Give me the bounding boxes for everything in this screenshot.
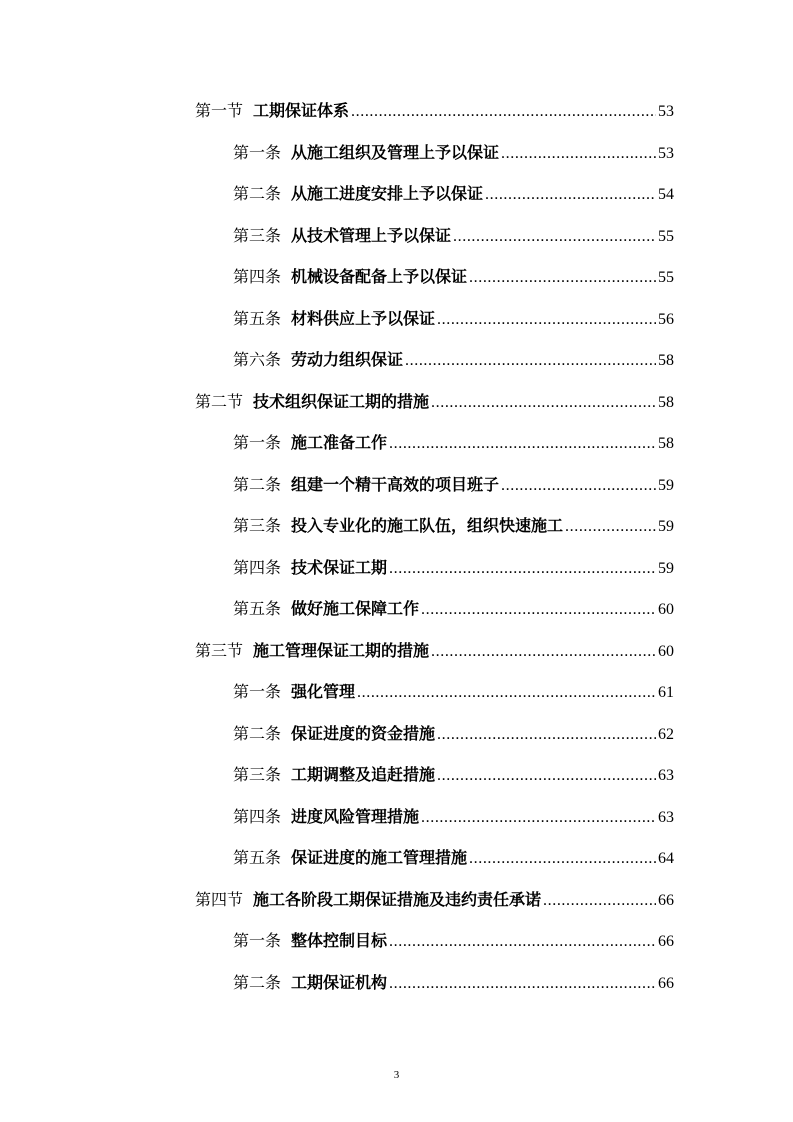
toc-entry-label: 第一条 [233, 931, 282, 951]
toc-entry-page: 63 [658, 808, 674, 826]
toc-dot-leader [437, 725, 656, 745]
toc-entry-title: 劳动力组织保证 [291, 350, 404, 370]
toc-entry-page: 59 [658, 518, 674, 536]
toc-dot-leader [389, 974, 656, 994]
toc-entry-label: 第一条 [233, 682, 282, 702]
toc-entry-page: 58 [658, 393, 674, 411]
toc-dot-leader [485, 185, 656, 205]
toc-dot-leader [389, 434, 656, 454]
toc-entry-page: 53 [658, 144, 674, 162]
toc-entry[interactable] [0, 921, 793, 963]
toc-entry-title: 施工管理保证工期的措施 [253, 640, 430, 660]
toc-entry[interactable] [0, 631, 793, 673]
toc-entry-title: 做好施工保障工作 [291, 599, 420, 619]
toc-dot-leader [405, 351, 656, 371]
toc-entry-title: 材料供应上予以保证 [291, 308, 436, 328]
toc-entry-page: 66 [658, 891, 674, 909]
toc-dot-leader [431, 642, 656, 662]
toc-entry-title: 工期保证体系 [253, 101, 350, 121]
table-of-contents [0, 91, 793, 1004]
toc-dot-leader [357, 683, 656, 703]
toc-entry-label: 第二条 [233, 474, 282, 494]
toc-entry-label: 第四条 [233, 267, 282, 287]
toc-dot-leader [437, 766, 656, 786]
toc-entry[interactable] [0, 257, 793, 299]
toc-entry-label: 第三条 [233, 516, 282, 536]
toc-entry-page: 66 [658, 974, 674, 992]
toc-entry-page: 59 [658, 476, 674, 494]
toc-entry-label: 第五条 [233, 848, 282, 868]
toc-entry[interactable] [0, 299, 793, 341]
toc-entry-title: 投入专业化的施工队伍，组织快速施工 [291, 516, 564, 536]
toc-entry-title: 从施工进度安排上予以保证 [291, 184, 484, 204]
toc-entry-page: 54 [658, 186, 674, 204]
toc-dot-leader [565, 517, 656, 537]
toc-entry-label: 第二条 [233, 184, 282, 204]
toc-dot-leader [437, 310, 656, 330]
toc-entry-page: 59 [658, 559, 674, 577]
toc-entry[interactable] [0, 589, 793, 631]
toc-dot-leader [421, 808, 656, 828]
toc-entry-title: 保证进度的施工管理措施 [291, 848, 468, 868]
toc-dot-leader [469, 849, 656, 869]
toc-entry[interactable] [0, 382, 793, 424]
toc-entry-title: 技术保证工期 [291, 557, 388, 577]
toc-entry[interactable] [0, 133, 793, 175]
toc-entry-page: 60 [658, 642, 674, 660]
toc-entry[interactable] [0, 423, 793, 465]
toc-entry[interactable] [0, 174, 793, 216]
toc-entry-label: 第一条 [233, 142, 282, 162]
toc-dot-leader [421, 600, 656, 620]
toc-entry-page: 53 [658, 103, 674, 121]
toc-entry-label: 第二条 [233, 972, 282, 992]
toc-dot-leader [453, 227, 656, 247]
toc-entry-page: 66 [658, 933, 674, 951]
toc-entry-page: 64 [658, 850, 674, 868]
page-number: 3 [393, 1069, 400, 1081]
toc-entry[interactable] [0, 216, 793, 258]
toc-entry-page: 62 [658, 725, 674, 743]
toc-entry[interactable] [0, 506, 793, 548]
toc-entry-title: 进度风险管理措施 [291, 806, 420, 826]
toc-entry-title: 工期调整及追赶措施 [291, 765, 436, 785]
toc-entry-label: 第一节 [195, 101, 244, 121]
toc-entry-label: 第二节 [195, 391, 244, 411]
toc-entry-page: 55 [658, 269, 674, 287]
toc-entry[interactable] [0, 714, 793, 756]
toc-entry-title: 保证进度的资金措施 [291, 723, 436, 743]
toc-entry-title: 组建一个精干高效的项目班子 [291, 474, 500, 494]
toc-entry-page: 58 [658, 435, 674, 453]
toc-entry-label: 第五条 [233, 599, 282, 619]
toc-entry-title: 从施工组织及管理上予以保证 [291, 142, 500, 162]
toc-entry-title: 施工各阶段工期保证措施及违约责任承诺 [253, 889, 542, 909]
toc-entry-label: 第三条 [233, 225, 282, 245]
toc-entry-label: 第三条 [233, 765, 282, 785]
toc-entry-page: 56 [658, 310, 674, 328]
toc-entry-page: 63 [658, 767, 674, 785]
toc-entry-title: 施工准备工作 [291, 433, 388, 453]
toc-entry-page: 61 [658, 684, 674, 702]
toc-entry-label: 第四条 [233, 557, 282, 577]
toc-entry-page: 55 [658, 227, 674, 245]
toc-entry[interactable] [0, 880, 793, 922]
toc-entry[interactable] [0, 963, 793, 1005]
toc-dot-leader [389, 932, 656, 952]
toc-entry-label: 第五条 [233, 308, 282, 328]
toc-dot-leader [351, 102, 656, 122]
toc-dot-leader [543, 891, 656, 911]
toc-dot-leader [389, 559, 656, 579]
toc-dot-leader [431, 393, 656, 413]
toc-entry[interactable] [0, 548, 793, 590]
toc-entry-title: 整体控制目标 [291, 931, 388, 951]
toc-dot-leader [469, 268, 656, 288]
toc-dot-leader [501, 144, 656, 164]
toc-entry[interactable] [0, 465, 793, 507]
toc-entry-label: 第四节 [195, 889, 244, 909]
toc-entry-title: 技术组织保证工期的措施 [253, 391, 430, 411]
toc-entry-label: 第一条 [233, 433, 282, 453]
toc-entry-title: 机械设备配备上予以保证 [291, 267, 468, 287]
toc-entry-label: 第二条 [233, 723, 282, 743]
toc-entry[interactable] [0, 672, 793, 714]
toc-entry-page: 58 [658, 352, 674, 370]
toc-dot-leader [501, 476, 656, 496]
toc-entry[interactable] [0, 91, 793, 133]
toc-entry[interactable] [0, 838, 793, 880]
toc-entry-title: 从技术管理上予以保证 [291, 225, 452, 245]
toc-entry[interactable] [0, 797, 793, 839]
toc-entry[interactable] [0, 340, 793, 382]
toc-entry-title: 工期保证机构 [291, 972, 388, 992]
toc-entry-label: 第三节 [195, 640, 244, 660]
toc-entry-page: 60 [658, 601, 674, 619]
toc-entry-title: 强化管理 [291, 682, 356, 702]
toc-entry-label: 第六条 [233, 350, 282, 370]
toc-entry[interactable] [0, 755, 793, 797]
toc-entry-label: 第四条 [233, 806, 282, 826]
